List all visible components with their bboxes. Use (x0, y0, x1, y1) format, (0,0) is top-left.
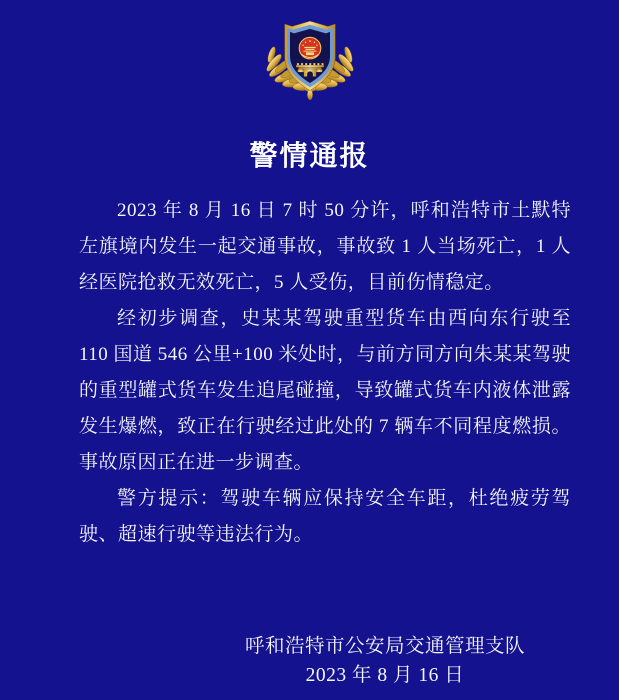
notice-body (79, 193, 571, 553)
police-badge (261, 17, 359, 102)
police-badge-icon (261, 17, 359, 102)
notice-paragraph-police-tip: 警方提示：驾驶车辆应保持安全车距，杜绝疲劳驾驶、超速行驶等违法行为。 (79, 488, 571, 545)
issuer-name: 呼和浩特市公安局交通管理支队 (244, 636, 525, 657)
badge-national-emblem-icon (299, 37, 321, 59)
notice-paragraph-incident: 2023 年 8 月 16 日 7 时 50 分许，呼和浩特市土默特左旗境内发生一起交通事故，事故致 1 人当场死亡，1 人经医院抢救无效死亡，5 人受伤，目前伤情稳定。 (79, 200, 571, 293)
notice-title: 警情通报 (249, 141, 370, 172)
notice-paragraph-investigation: 经初步调查，史某某驾驶重型货车由西向东行驶至 110 国道 546 公里+100 米处时，与前方同方向朱某某驾驶的重型罐式货车发生追尾碰撞，导致罐式货车内液体泄露发生爆燃，致正在行驶经过此处的 7 辆车不同程度燃损。事故原因正在进一步调查。 (79, 308, 572, 473)
issue-date: 2023 年 8 月 16 日 (305, 665, 465, 686)
signature-block (245, 632, 525, 690)
